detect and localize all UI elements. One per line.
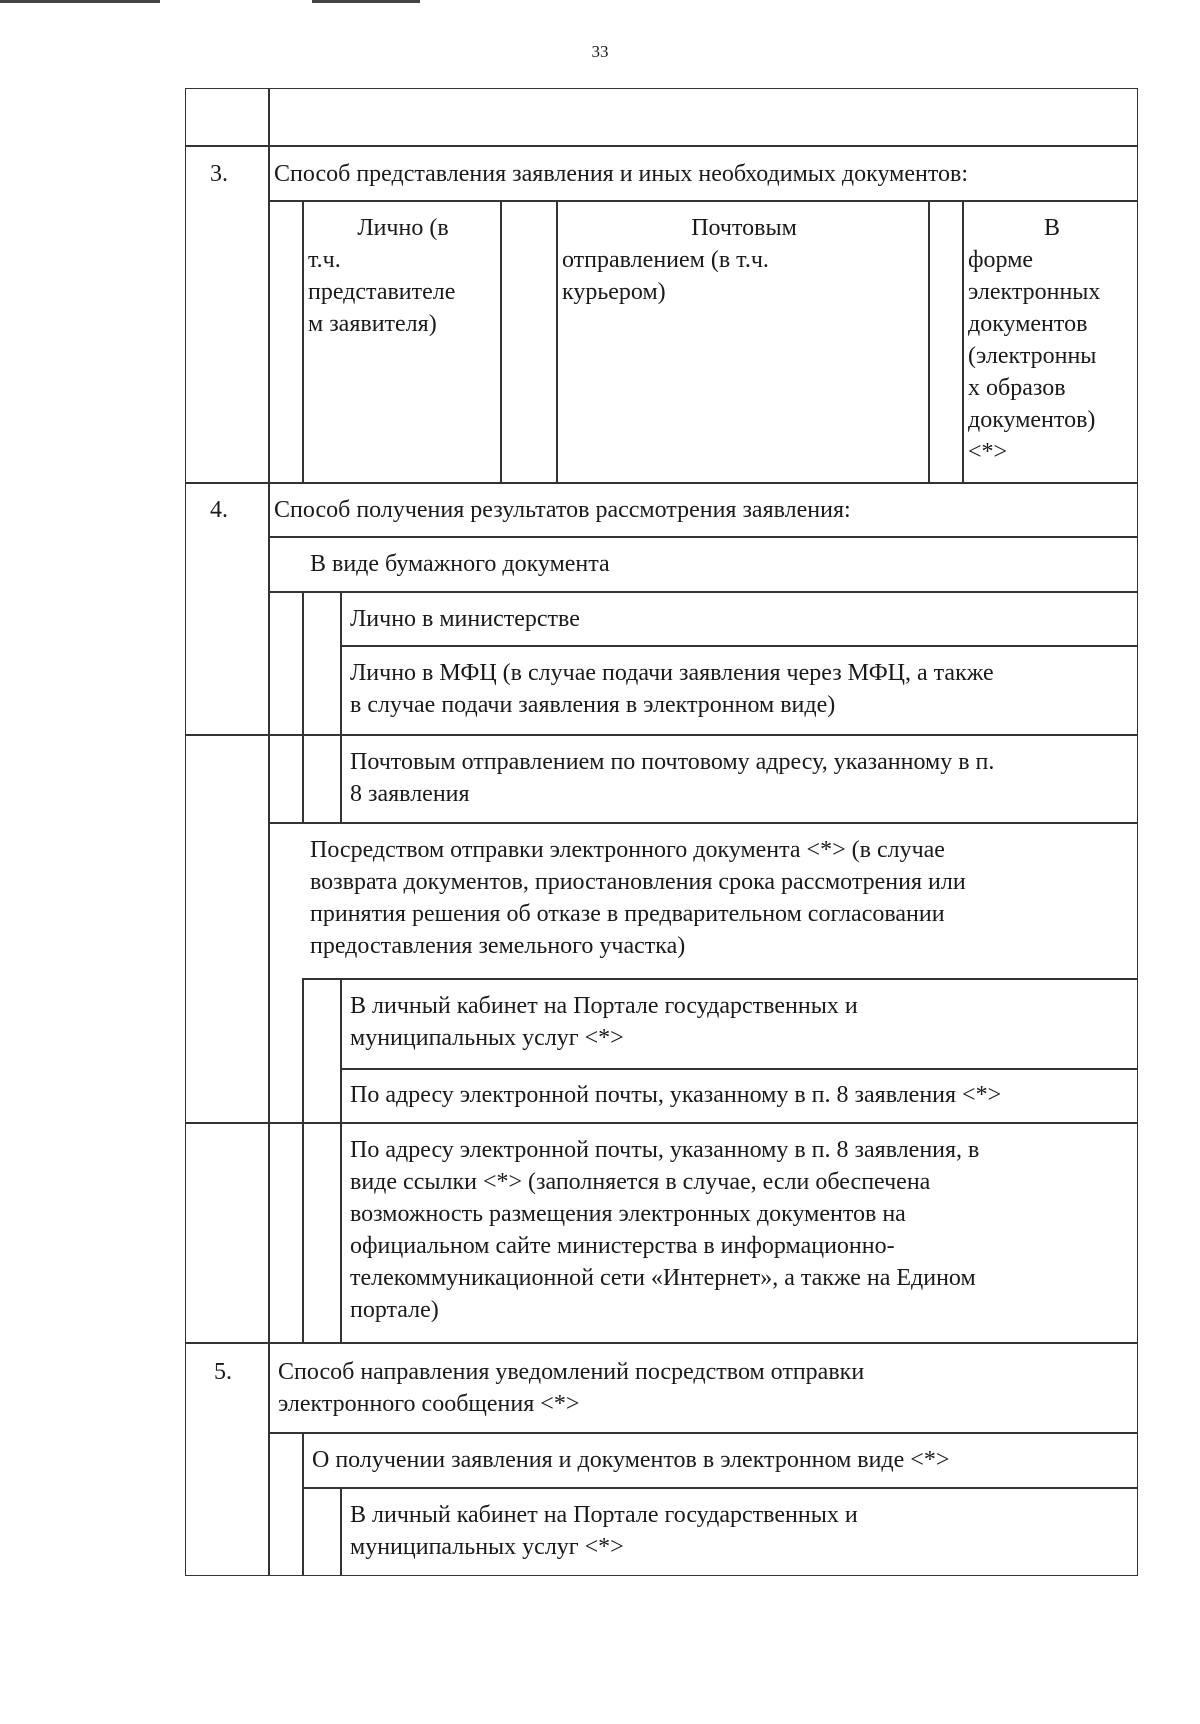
scan-mark-left — [0, 0, 160, 3]
option-text: документов) — [968, 407, 1096, 433]
notification-receipt: О получении заявления и документов в электронном виде <*> — [312, 1447, 950, 1473]
col-line — [302, 978, 304, 1342]
electronic-link: виде ссылки <*> (заполняется в случае, если обеспечена — [350, 1169, 931, 1195]
row-line — [185, 734, 1138, 736]
row-line — [302, 1487, 1138, 1489]
electronic-link: официальном сайте министерства в информационно- — [350, 1233, 895, 1259]
option-text: В — [1043, 215, 1060, 241]
electronic-delivery: возврата документов, приостановления срока рассмотрения или — [310, 869, 966, 895]
item-number-3: 3. — [210, 161, 228, 187]
row-line — [340, 645, 1138, 647]
electronic-link: портале) — [350, 1297, 439, 1323]
electronic-link: возможность размещения электронных документов на — [350, 1201, 906, 1227]
row-line — [185, 1122, 1138, 1124]
option-text: <*> — [968, 439, 1008, 465]
item-title-4: Способ получения результатов рассмотрения заявления: — [274, 497, 851, 523]
option-text: (электронны — [968, 343, 1097, 369]
electronic-link: По адресу электронной почты, указанному в п. 8 заявления, в — [350, 1137, 980, 1163]
paper-document: В виде бумажного документа — [310, 551, 610, 577]
electronic-cabinet: В личный кабинет на Портале государственных и — [350, 993, 858, 1019]
item-number-5: 5. — [214, 1359, 232, 1385]
option-text: отправлением (в т.ч. — [562, 247, 769, 273]
option-text: т.ч. — [308, 247, 341, 273]
option-text: Почтовым — [691, 215, 797, 241]
col-line — [340, 978, 342, 1342]
paper-in-mfc: Лично в МФЦ (в случае подачи заявления через МФЦ, а также — [350, 660, 994, 686]
paper-in-mfc: в случае подачи заявления в электронном виде) — [350, 692, 836, 718]
row-line — [270, 822, 1138, 824]
row-line — [270, 536, 1138, 538]
item-number-4: 4. — [210, 497, 228, 523]
row-line — [270, 591, 1138, 593]
electronic-cabinet: муниципальных услуг <*> — [350, 1025, 624, 1051]
col-line-number — [268, 88, 270, 1576]
option-text: документов — [968, 311, 1088, 337]
col-line — [500, 200, 502, 482]
row-line — [185, 1342, 1138, 1344]
col-line — [302, 1432, 304, 1576]
notification-cabinet: муниципальных услуг <*> — [350, 1534, 624, 1560]
option-text: форме — [968, 247, 1034, 273]
item-title-5: Способ направления уведомлений посредством отправки — [278, 1359, 865, 1385]
row-line — [302, 978, 1138, 980]
option-text: электронных — [968, 279, 1101, 305]
row-line — [270, 1432, 1138, 1434]
electronic-delivery: предоставления земельного участка) — [310, 933, 686, 959]
col-line — [928, 200, 930, 482]
paper-in-ministry: Лично в министерстве — [350, 606, 580, 632]
option-text: представителе — [308, 279, 456, 305]
electronic-link: телекоммуникационной сети «Интернет», а также на Едином — [350, 1265, 976, 1291]
option-text: х образов — [968, 375, 1066, 401]
col-line — [340, 1487, 342, 1576]
electronic-delivery: принятия решения об отказе в предварительном согласовании — [310, 901, 945, 927]
page-number: 33 — [591, 42, 609, 61]
row-line — [185, 482, 1138, 484]
col-line — [962, 200, 964, 482]
col-line — [302, 200, 304, 482]
paper-by-post: 8 заявления — [350, 781, 470, 807]
electronic-delivery: Посредством отправки электронного документа <*> (в случае — [310, 837, 945, 863]
col-line — [302, 591, 304, 822]
col-line — [340, 591, 342, 822]
row-line — [185, 145, 1138, 147]
electronic-email: По адресу электронной почты, указанному в п. 8 заявления <*> — [350, 1082, 1002, 1108]
notification-cabinet: В личный кабинет на Портале государственных и — [350, 1502, 858, 1528]
item-title-5: электронного сообщения <*> — [278, 1391, 580, 1417]
col-line — [556, 200, 558, 482]
row-line — [340, 1068, 1138, 1070]
row-line — [270, 200, 1138, 202]
option-text: курьером) — [562, 279, 666, 305]
scan-mark-right — [312, 0, 420, 3]
option-text: Лично (в — [357, 215, 449, 241]
option-text: м заявителя) — [308, 311, 437, 337]
paper-by-post: Почтовым отправлением по почтовому адресу, указанному в п. — [350, 749, 995, 775]
item-title-3: Способ представления заявления и иных необходимых документов: — [274, 161, 968, 187]
